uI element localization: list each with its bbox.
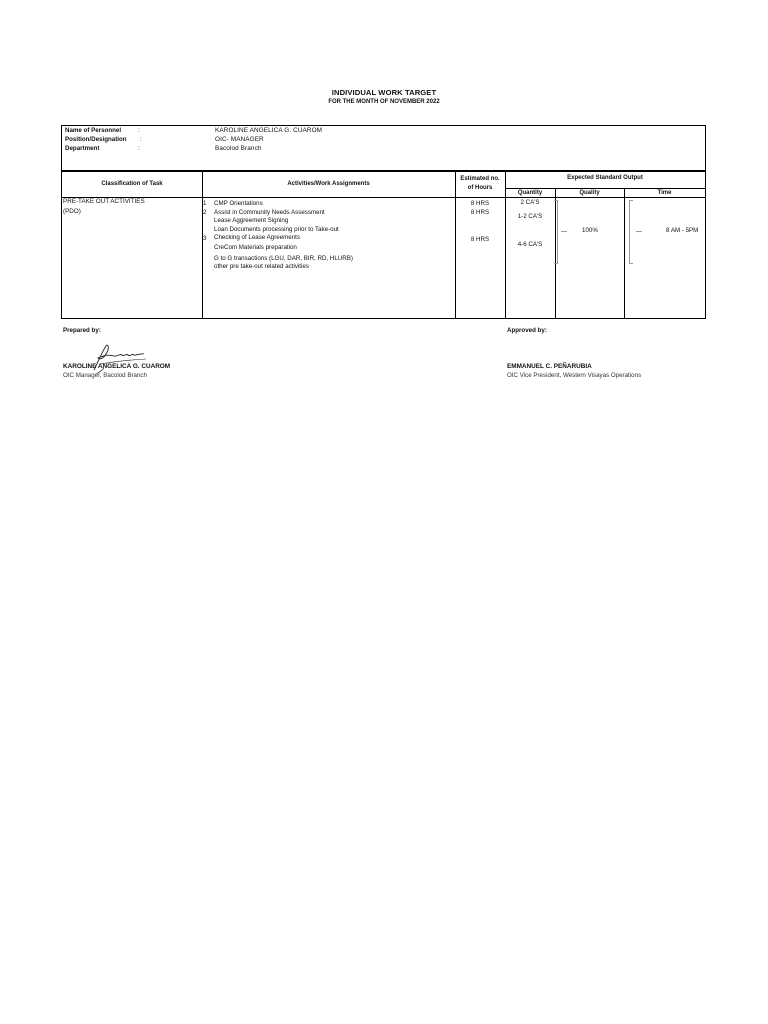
approved-by-name: EMMANUEL C. PEÑARUBIA (507, 363, 592, 370)
personnel-info-box (61, 125, 706, 171)
name-label: Name of Personnel (65, 127, 122, 134)
activity-item: Loan Documents processing prior to Take-out (214, 226, 339, 233)
department-value: Bacolod Branch (215, 145, 262, 152)
prepared-by-position: OIC Manager, Bacolod Branch (63, 372, 147, 379)
department-label: Department (65, 145, 100, 152)
approved-by-label: Approved by: (507, 327, 547, 334)
prepared-by-label: Prepared by: (63, 327, 101, 334)
signature-icon (84, 340, 150, 376)
quantity-value: 4-6 CA'S (517, 241, 543, 248)
header-expected-output: Expected Standard Output (567, 175, 643, 181)
classification-line: (PDO) (63, 208, 81, 215)
header-quality: Quality (579, 190, 600, 196)
time-value: 8 AM - 5PM (666, 227, 699, 234)
classification-line: PRE-TAKE OUT ACTIVITIES (63, 198, 145, 205)
hours-value: 8 HRS (470, 209, 490, 216)
header-estimated-line1: Estimated no. (460, 176, 500, 182)
name-value: KAROLINE ANGELICA G. CUAROM (215, 127, 323, 134)
header-classification: Classification of Task (101, 181, 163, 187)
name-colon: : (138, 127, 140, 134)
department-colon: : (138, 145, 140, 152)
hours-value: 8 HRS (470, 200, 490, 207)
activity-item: other pre take-out related activities (214, 263, 309, 270)
col-divider (202, 172, 203, 318)
header-estimated-line2: of Hours (467, 185, 493, 191)
document-subtitle: FOR THE MONTH OF NOVEMBER 2022 (328, 99, 440, 105)
activity-number: 2 (203, 209, 207, 216)
approved-by-position: OIC Vice President, Western Visayas Operations (507, 372, 642, 379)
bracket-icon (629, 200, 633, 264)
document-title: INDIVIDUAL WORK TARGET (331, 88, 437, 97)
header-time: Time (657, 190, 672, 196)
activity-item: G to G transactions (LGU, DAR, BIR, RD, HLURB) (214, 255, 353, 262)
header-divider (505, 188, 705, 189)
header-activities: Activities/Work Assignments (287, 181, 370, 187)
position-colon: : (140, 136, 142, 143)
header-divider (505, 197, 705, 198)
work-target-table (61, 171, 706, 319)
col-divider (455, 172, 456, 318)
activity-number: 1 (203, 200, 207, 207)
hours-value: 8 HRS (470, 236, 490, 243)
quality-value: 100% (582, 227, 598, 234)
activity-item: Lease Aggreement Signing (214, 217, 289, 224)
position-label: Position/Designation (65, 136, 127, 143)
activity-number: 3 (203, 235, 207, 242)
position-value: OIC- MANAGER (215, 136, 264, 143)
bracket-tick-icon (561, 231, 567, 232)
activity-item: Assist in Community Needs Assessment (214, 209, 325, 216)
bracket-tick-icon (636, 231, 642, 232)
activity-item: CMP Orientations (214, 200, 263, 207)
header-quantity: Quantity (517, 190, 543, 196)
quantity-value: 1-2 CA'S (517, 213, 543, 220)
prepared-by-name: KAROLINE ANGELICA G. CUAROM (63, 363, 171, 370)
col-divider (624, 188, 625, 318)
bracket-icon (554, 200, 558, 264)
activity-item: Checking of Lease Agreements (214, 234, 300, 241)
quantity-value: 2 CA'S (520, 199, 540, 206)
activity-item: CreCom Materials preparation (214, 244, 297, 251)
